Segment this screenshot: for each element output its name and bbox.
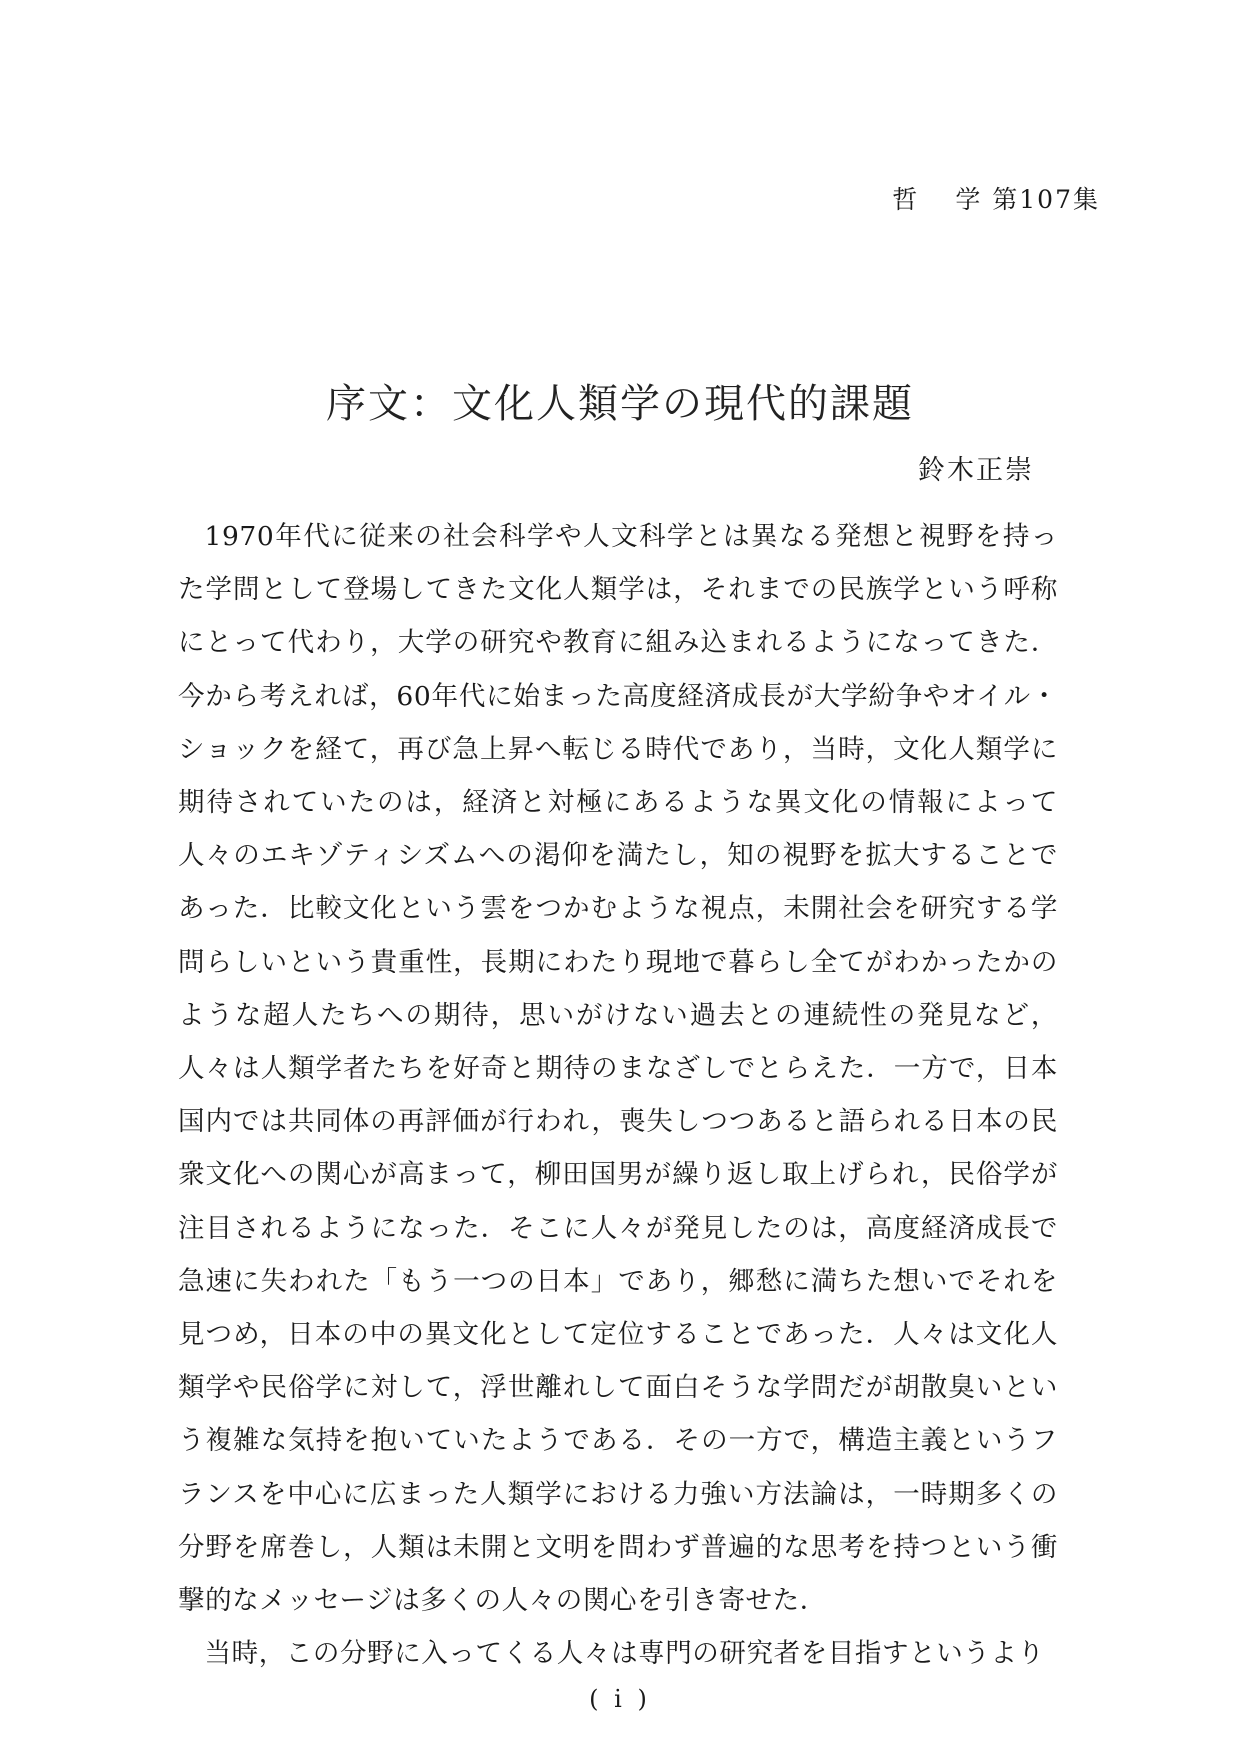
journal-name-char-2: 学	[955, 185, 983, 214]
journal-volume: 第107集	[992, 185, 1100, 214]
body-paragraph-2: 当時，この分野に入ってくる人々は専門の研究者を目指すというより	[204, 1638, 1045, 1670]
page-number: ( i )	[589, 1685, 651, 1713]
body-paragraph-1: 1970年代に従来の社会科学や人文科学とは異なる発想と視野を持った学問として登場してきた文化人類学は，それまでの民族学という呼称にとって代わり，大学の研究や教育に組み込まれるようになってきた．今から考えれば，60年代に始まった高度経済成長が大学紛争やオイル・ショックを経て，再び急上昇へ転じる時代であり，当時，文化人類学に期待されていたのは，経済と対極にあるような異文化の情報によって人々のエキゾティシズムへの渇仰を満たし，知の視野を拡大することであった．比較文化という雲をつかむような視点，未開社会を研究する学問らしいという貴重性，長期にわたり現地で暮らし全てがわかったかのような超人たちへの期待，思いがけない過去との連続性の発見など，人々は人類学者たちを好奇と期待のまなざしでとらえた．一方で，日本国内では共同体の再評価が行われ，喪失しつつあると語られる日本の民衆文化への関心が高まって，柳田国男が繰り返し取上げられ，民俗学が注目されるようになった．そこに人々が発見したのは，高度経済成長で急速に失われた「もう一つの日本」であり，郷愁に満ちた想いでそれを見つめ，日本の中の異文化として定位することであった．人々は文化人類学や民俗学に対して，浮世離れして面白そうな学問だが胡散臭いという複雑な気持を抱いていたようである．その一方で，構造主義というフランスを中心に広まった人類学における力強い方法論は，一時期多くの分野を席巻し，人類は未開と文明を問わず普遍的な思考を持つという衝撃的なメッセージは多くの人々の関心を引き寄せた．	[178, 521, 1058, 1617]
journal-header	[892, 180, 1100, 216]
author-name: 鈴木正崇	[918, 455, 1034, 486]
journal-name-char-1: 哲	[892, 185, 920, 214]
article-body	[178, 510, 1058, 1680]
article-title: 序文：文化人類学の現代的課題	[326, 381, 914, 427]
